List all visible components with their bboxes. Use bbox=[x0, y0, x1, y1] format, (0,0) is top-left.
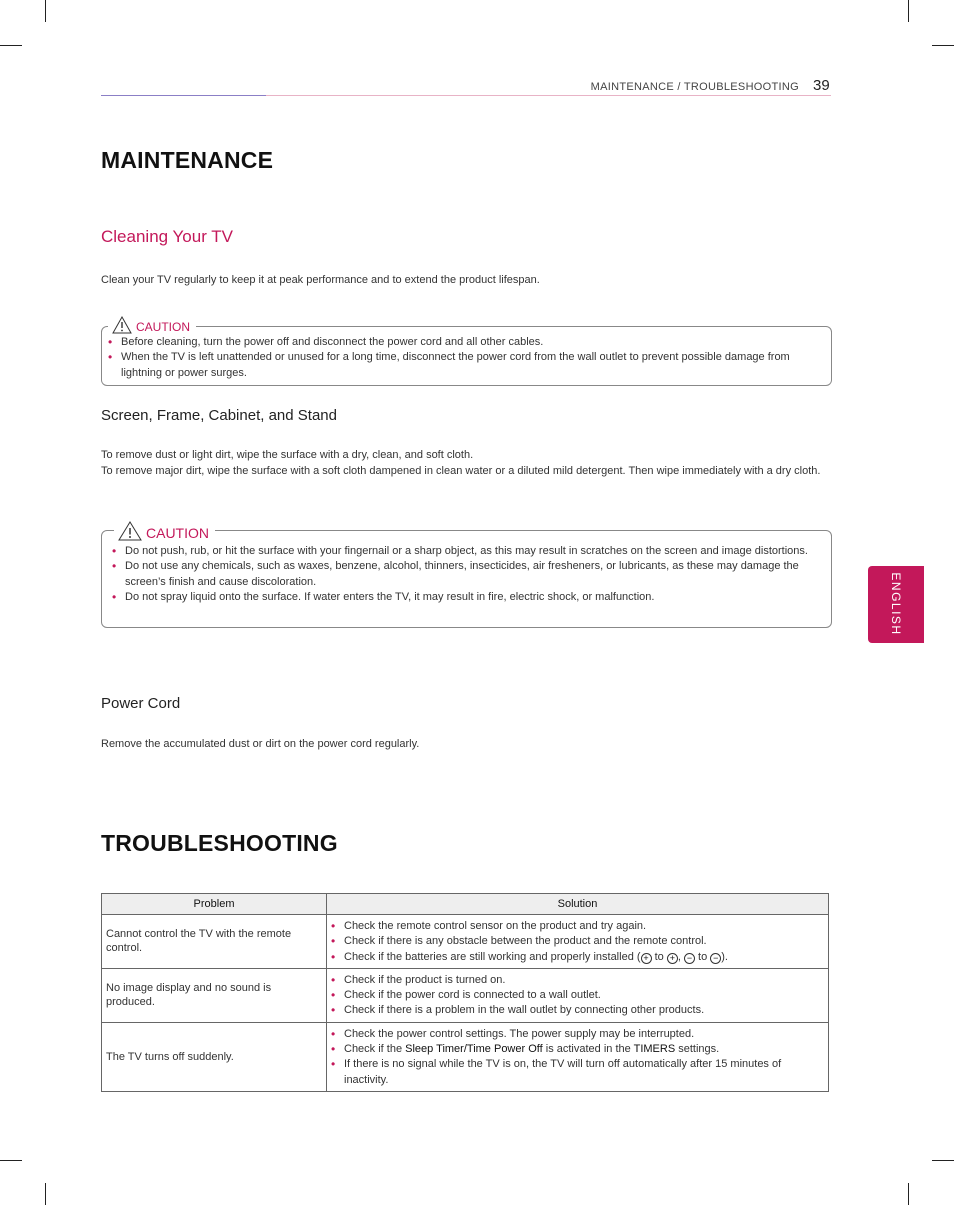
warning-triangle-icon bbox=[112, 316, 132, 337]
solution-cell bbox=[327, 1022, 829, 1091]
language-tab bbox=[868, 566, 924, 643]
caution-item: • Before cleaning, turn the power off and disconnect the power cord and all other cables. bbox=[108, 335, 820, 350]
warning-triangle-icon bbox=[118, 521, 142, 544]
caution-item: • Do not spray liquid onto the surface. If water enters the TV, it may result in fire, electric shock, or malfunction. bbox=[112, 590, 824, 605]
solution-item: • Check if the power cord is connected to a wall outlet. bbox=[331, 988, 824, 1003]
solution-item: • Check if there is any obstacle between the product and the remote control. bbox=[331, 934, 824, 949]
caution-item: • Do not push, rub, or hit the surface with your fingernail or a sharp object, as this may result in scratches on the screen and image distortions. bbox=[112, 544, 824, 559]
solution-text: to bbox=[694, 950, 711, 963]
solution-list bbox=[331, 1027, 824, 1088]
caution-box-2 bbox=[101, 524, 832, 628]
crop-mark bbox=[45, 0, 46, 22]
plus-circle-icon: + bbox=[667, 953, 678, 964]
solution-item: • Check if there is a problem in the wall outlet by connecting other products. bbox=[331, 1003, 824, 1018]
solution-text: Check if the bbox=[344, 1043, 406, 1056]
cleaning-title: Cleaning Your TV bbox=[101, 227, 234, 246]
table-row bbox=[102, 915, 829, 969]
solution-item: • Check the power control settings. The power supply may be interrupted. bbox=[331, 1027, 824, 1042]
menu-name: Sleep Timer/Time Power Off bbox=[405, 1043, 543, 1056]
minus-circle-icon: − bbox=[684, 953, 695, 964]
solution-cell bbox=[327, 968, 829, 1022]
caution-item: • Do not use any chemicals, such as waxes, benzene, alcohol, thinners, insecticides, air fresheners, or lubricants, as these may damage the screen’s finish and cause discoloration. bbox=[112, 559, 824, 590]
running-header: MAINTENANCE / TROUBLESHOOTING bbox=[590, 81, 799, 93]
language-tab-label: ENGLISH bbox=[889, 572, 903, 636]
solution-text: ). bbox=[721, 950, 728, 963]
solution-text: settings. bbox=[675, 1043, 720, 1056]
solution-item bbox=[331, 1042, 824, 1057]
problem-cell: No image display and no sound is produced. bbox=[102, 968, 327, 1022]
crop-mark bbox=[932, 45, 954, 46]
page-number: 39 bbox=[813, 77, 830, 94]
table-row bbox=[102, 1022, 829, 1091]
crop-mark bbox=[45, 1183, 46, 1205]
solution-item: • Check the remote control sensor on the product and try again. bbox=[331, 919, 824, 934]
column-header-solution: Solution bbox=[327, 894, 829, 915]
solution-item: • If there is no signal while the TV is on, the TV will turn off automatically after 15 minutes of inactivity. bbox=[331, 1057, 824, 1088]
caution-box-1 bbox=[101, 319, 832, 386]
screen-paragraph bbox=[101, 448, 831, 479]
solution-item: • Check if the product is turned on. bbox=[331, 973, 824, 988]
power-cord-text: Remove the accumulated dust or dirt on the power cord regularly. bbox=[101, 738, 420, 750]
power-cord-title: Power Cord bbox=[101, 695, 181, 712]
solution-text: , bbox=[677, 950, 684, 963]
troubleshooting-table bbox=[101, 893, 829, 1092]
caution-heading bbox=[114, 521, 215, 544]
problem-cell: Cannot control the TV with the remote control. bbox=[102, 915, 327, 969]
header-rule-accent bbox=[101, 95, 266, 96]
solution-text: is activated in the bbox=[542, 1043, 634, 1056]
plus-circle-icon: + bbox=[641, 953, 652, 964]
table-row bbox=[102, 968, 829, 1022]
crop-mark bbox=[0, 1160, 22, 1161]
caution-label: CAUTION bbox=[136, 319, 190, 334]
column-header-problem: Problem bbox=[102, 894, 327, 915]
table-header-row bbox=[102, 894, 829, 915]
caution-list bbox=[112, 544, 824, 605]
minus-circle-icon: − bbox=[710, 953, 721, 964]
caution-item: • When the TV is left unattended or unused for a long time, disconnect the power cord from the wall outlet to prevent possible damage from lightning or power surges. bbox=[108, 350, 820, 381]
solution-item bbox=[331, 950, 824, 965]
screen-title: Screen, Frame, Cabinet, and Stand bbox=[101, 407, 337, 424]
crop-mark bbox=[0, 45, 22, 46]
crop-mark bbox=[932, 1160, 954, 1161]
problem-cell: The TV turns off suddenly. bbox=[102, 1022, 327, 1091]
crop-mark bbox=[908, 0, 909, 22]
crop-mark bbox=[908, 1183, 909, 1205]
screen-line-1: To remove dust or light dirt, wipe the surface with a dry, clean, and soft cloth. bbox=[101, 449, 474, 461]
cleaning-intro: Clean your TV regularly to keep it at peak performance and to extend the product lifespan. bbox=[101, 274, 540, 286]
troubleshooting-title: TROUBLESHOOTING bbox=[101, 830, 338, 856]
solution-list bbox=[331, 973, 824, 1019]
caution-label: CAUTION bbox=[146, 524, 209, 541]
maintenance-title: MAINTENANCE bbox=[101, 147, 274, 173]
solution-list bbox=[331, 919, 824, 965]
caution-heading bbox=[108, 316, 196, 337]
solution-cell bbox=[327, 915, 829, 969]
solution-text: Check if the batteries are still working and properly installed ( bbox=[344, 950, 641, 963]
caution-list bbox=[108, 335, 820, 381]
screen-line-2: To remove major dirt, wipe the surface with a soft cloth dampened in clean water or a diluted mild detergent. Then wipe immediately with a dry cloth. bbox=[101, 464, 821, 477]
menu-name: TIMERS bbox=[633, 1043, 676, 1056]
solution-text: to bbox=[651, 950, 667, 963]
